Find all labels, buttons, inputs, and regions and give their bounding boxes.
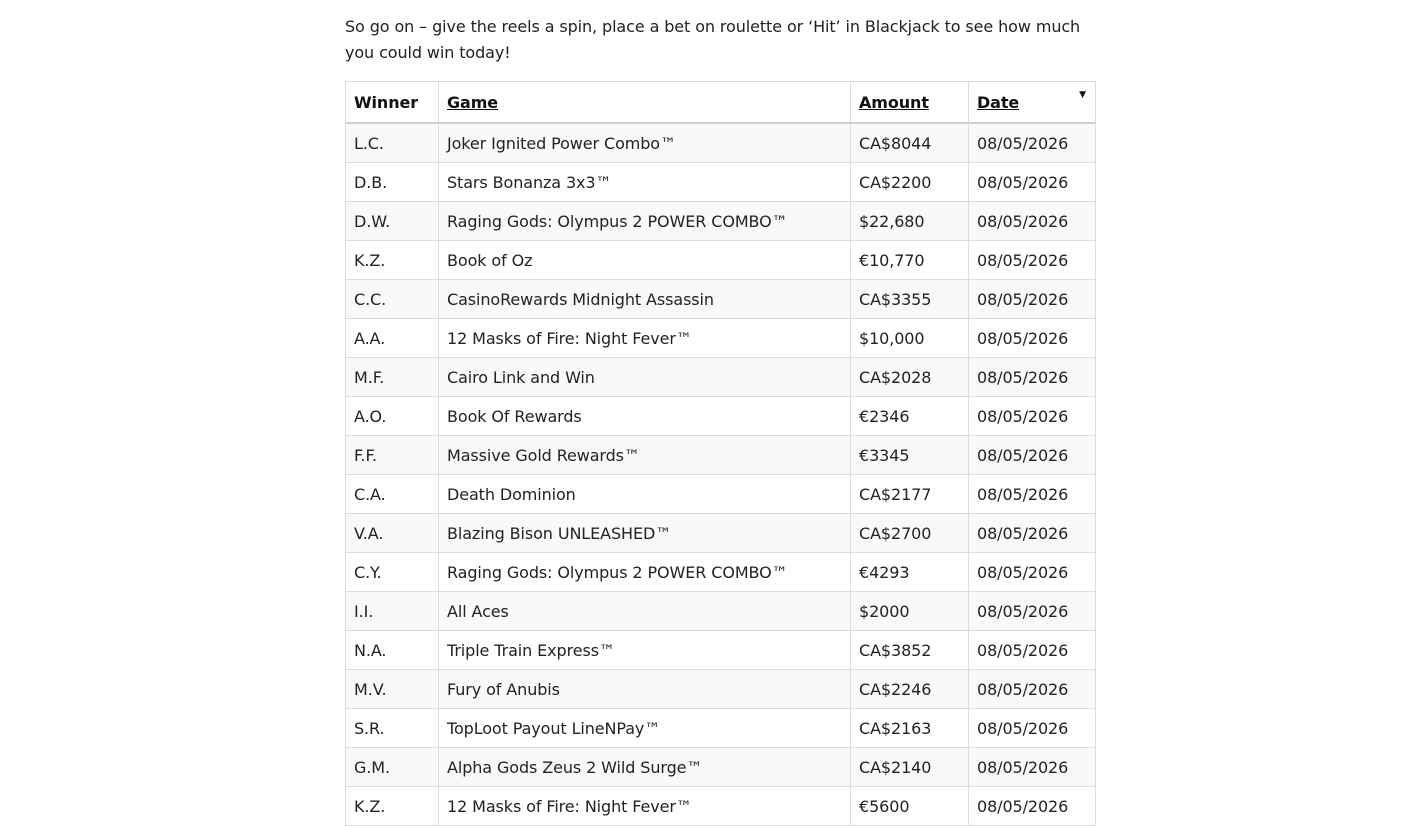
cell-amount: €3345 [851, 436, 969, 475]
cell-game: Blazing Bison UNLEASHED™ [439, 514, 851, 553]
cell-game: Fury of Anubis [439, 670, 851, 709]
cell-winner: I.I. [346, 592, 439, 631]
sort-by-date-link[interactable]: Date [977, 93, 1020, 112]
cell-date: 08/05/2026 [969, 241, 1096, 280]
cell-winner: A.O. [346, 397, 439, 436]
cell-winner: K.Z. [346, 787, 439, 826]
cell-date: 08/05/2026 [969, 358, 1096, 397]
cell-amount: CA$8044 [851, 123, 969, 163]
cell-game: Joker Ignited Power Combo™ [439, 123, 851, 163]
cell-date: 08/05/2026 [969, 670, 1096, 709]
cell-date: 08/05/2026 [969, 787, 1096, 826]
cell-winner: D.B. [346, 163, 439, 202]
column-header-game[interactable] [439, 82, 851, 124]
cell-amount: CA$2028 [851, 358, 969, 397]
table-row [346, 670, 1096, 709]
cell-winner: M.F. [346, 358, 439, 397]
cell-date: 08/05/2026 [969, 748, 1096, 787]
cell-amount: €10,770 [851, 241, 969, 280]
cell-winner: S.R. [346, 709, 439, 748]
table-row [346, 123, 1096, 163]
cell-date: 08/05/2026 [969, 631, 1096, 670]
table-row [346, 163, 1096, 202]
sort-by-game-link[interactable]: Game [447, 93, 499, 112]
cell-date: 08/05/2026 [969, 475, 1096, 514]
cell-amount: CA$2140 [851, 748, 969, 787]
cell-game: 12 Masks of Fire: Night Fever™ [439, 787, 851, 826]
cell-winner: A.A. [346, 319, 439, 358]
cell-amount: CA$2700 [851, 514, 969, 553]
cell-winner: K.Z. [346, 241, 439, 280]
cell-winner: V.A. [346, 514, 439, 553]
cell-amount: CA$2163 [851, 709, 969, 748]
cell-amount: CA$2177 [851, 475, 969, 514]
cell-date: 08/05/2026 [969, 709, 1096, 748]
cell-amount: €2346 [851, 397, 969, 436]
cell-winner: M.V. [346, 670, 439, 709]
cell-amount: CA$2200 [851, 163, 969, 202]
cell-game: Stars Bonanza 3x3™ [439, 163, 851, 202]
cell-date: 08/05/2026 [969, 397, 1096, 436]
cell-date: 08/05/2026 [969, 436, 1096, 475]
cell-game: Death Dominion [439, 475, 851, 514]
cell-amount: CA$2246 [851, 670, 969, 709]
cell-game: Triple Train Express™ [439, 631, 851, 670]
column-header-date[interactable] [969, 82, 1096, 124]
table-row [346, 514, 1096, 553]
column-header-amount[interactable] [851, 82, 969, 124]
cell-amount: $10,000 [851, 319, 969, 358]
cell-game: Cairo Link and Win [439, 358, 851, 397]
sort-by-amount-link[interactable]: Amount [859, 93, 929, 112]
cell-date: 08/05/2026 [969, 514, 1096, 553]
cell-game: Raging Gods: Olympus 2 POWER COMBO™ [439, 553, 851, 592]
cell-game: Alpha Gods Zeus 2 Wild Surge™ [439, 748, 851, 787]
cell-game: Book Of Rewards [439, 397, 851, 436]
winners-table [345, 81, 1096, 826]
cell-game: Raging Gods: Olympus 2 POWER COMBO™ [439, 202, 851, 241]
table-row [346, 280, 1096, 319]
table-row [346, 475, 1096, 514]
table-row [346, 436, 1096, 475]
cell-winner: D.W. [346, 202, 439, 241]
cell-winner: L.C. [346, 123, 439, 163]
table-row [346, 241, 1096, 280]
cell-amount: $2000 [851, 592, 969, 631]
winners-table-body [346, 123, 1096, 826]
header-row [346, 82, 1096, 124]
table-row [346, 553, 1096, 592]
sort-descending-icon[interactable]: ▼ [1079, 90, 1086, 100]
cell-amount: CA$3852 [851, 631, 969, 670]
cell-game: 12 Masks of Fire: Night Fever™ [439, 319, 851, 358]
table-row [346, 397, 1096, 436]
cell-amount: €4293 [851, 553, 969, 592]
cell-winner: G.M. [346, 748, 439, 787]
main-content [345, 14, 1095, 826]
cell-date: 08/05/2026 [969, 123, 1096, 163]
intro-paragraph: So go on – give the reels a spin, place a bet on roulette or ‘Hit’ in Blackjack to see how much you could win today! [345, 17, 1081, 62]
table-row [346, 709, 1096, 748]
table-row [346, 592, 1096, 631]
cell-date: 08/05/2026 [969, 163, 1096, 202]
cell-game: Massive Gold Rewards™ [439, 436, 851, 475]
table-row [346, 358, 1096, 397]
table-row [346, 202, 1096, 241]
column-header-winner: Winner [346, 82, 439, 124]
cell-game: Book of Oz [439, 241, 851, 280]
cell-amount: €5600 [851, 787, 969, 826]
cell-game: CasinoRewards Midnight Assassin [439, 280, 851, 319]
cell-winner: N.A. [346, 631, 439, 670]
winners-table-header [346, 82, 1096, 124]
cell-date: 08/05/2026 [969, 592, 1096, 631]
cell-winner: C.C. [346, 280, 439, 319]
cell-amount: $22,680 [851, 202, 969, 241]
cell-date: 08/05/2026 [969, 319, 1096, 358]
table-row [346, 319, 1096, 358]
cell-date: 08/05/2026 [969, 202, 1096, 241]
cell-game: All Aces [439, 592, 851, 631]
cell-winner: F.F. [346, 436, 439, 475]
cell-date: 08/05/2026 [969, 553, 1096, 592]
cell-game: TopLoot Payout LineNPay™ [439, 709, 851, 748]
cell-winner: C.Y. [346, 553, 439, 592]
cell-winner: C.A. [346, 475, 439, 514]
cell-amount: CA$3355 [851, 280, 969, 319]
table-row [346, 748, 1096, 787]
cell-date: 08/05/2026 [969, 280, 1096, 319]
table-row [346, 631, 1096, 670]
